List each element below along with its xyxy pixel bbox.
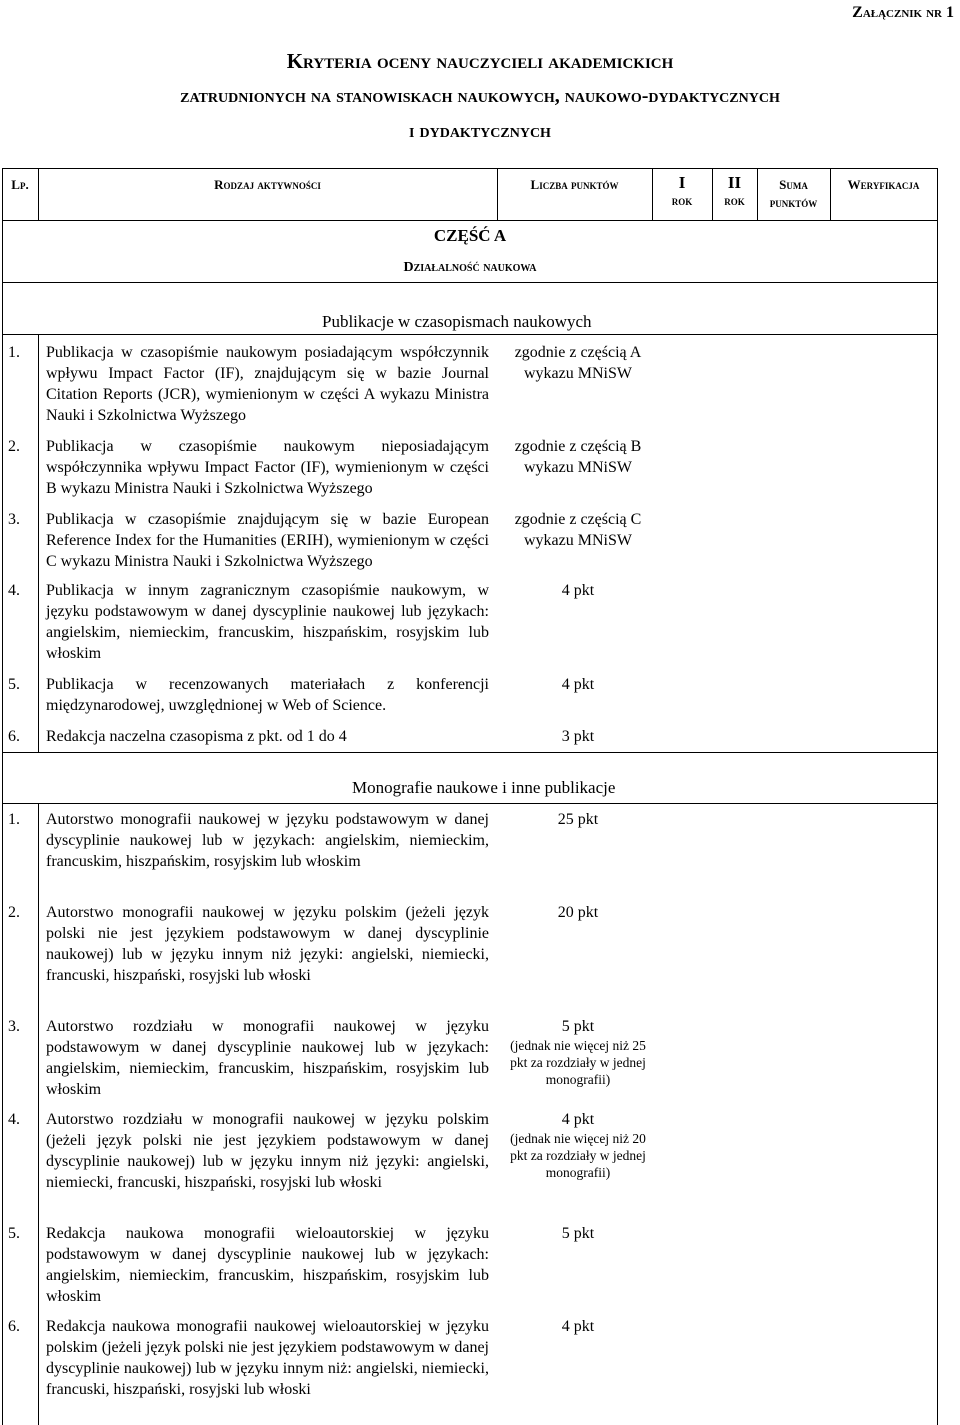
row-points [504, 1016, 652, 1088]
row-points: 20 pkt [557, 904, 599, 921]
header-lp: Lp. [11, 177, 29, 192]
row-number: 4. [8, 1111, 20, 1128]
row-description: Autorstwo rozdziału w monografii naukowej w języku polskim (jeżeli język polski nie jest językiem podstawowym w danej dyscyplinie naukowej) lub w języku innym niż języki: angielski, niemiecki, francuski, hiszpański, rosyjski lub włoski [46, 1111, 489, 1191]
header-year1-bottom: rok [671, 193, 693, 208]
row-number: 2. [8, 904, 20, 921]
document-title [0, 50, 960, 155]
header-sum-bottom: punktów [769, 195, 818, 210]
title-line-2: zatrudnionych na stanowiskach naukowych, naukowo-dydaktycznych [180, 85, 780, 107]
row-points-note: (jednak nie więcej niż 20 pkt za rozdziały w jednej monografii) [510, 1131, 646, 1180]
row-number: 3. [8, 511, 20, 528]
row-points: 3 pkt [561, 728, 595, 745]
row-points-value: 5 pkt [561, 1018, 595, 1035]
appendix-label: Załącznik nr 1 [852, 4, 954, 21]
row-description: Redakcja naukowa monografii wieloautorskiej w języku podstawowym w danej dyscyplinie naukowej lub w językach: angielskim, niemieckim, francuskim, hiszpańskim, rosyjskim lub włoskim [46, 1225, 489, 1305]
header-verification: Weryfikacja [847, 177, 920, 192]
row-points: zgodnie z częścią A wykazu MNiSW [514, 344, 642, 382]
row-points: 4 pkt [561, 1318, 595, 1335]
row-number: 5. [8, 676, 20, 693]
row-points: zgodnie z częścią C wykazu MNiSW [514, 511, 642, 549]
header-year1 [652, 174, 712, 210]
row-points [504, 1109, 652, 1181]
row-number: 2. [8, 438, 20, 455]
part-title: CZĘŚĆ A [433, 226, 507, 245]
row-points-note: (jednak nie więcej niż 25 pkt za rozdziały w jednej monografii) [510, 1038, 646, 1087]
row-description: Publikacja w czasopiśmie naukowym posiadającym współczynnik wpływu Impact Factor (IF), znajdującym się w bazie Journal Citation Reports (JCR), wymienionym w części A wykazu Ministra Nauki i Szkolnictwa Wyższego [46, 344, 489, 424]
row-description: Publikacja w czasopiśmie znajdującym się w bazie European Reference Index for the Humanities (ERIH), wymienionym w części C wykazu Ministra Nauki i Szkolnictwa Wyższego [46, 511, 489, 570]
row-points: 5 pkt [561, 1225, 595, 1242]
header-sum-top: Suma [779, 177, 808, 192]
row-points: 25 pkt [557, 811, 599, 828]
row-description: Autorstwo monografii naukowej w języku polskim (jeżeli język polski nie jest językiem podstawowym w danej dyscyplinie naukowej) lub w języku innym niż języki: angielski, niemiecki, francuski, hiszpański, rosyjski lub włoski [46, 904, 489, 984]
header-year1-top: I [678, 173, 686, 192]
part-subtitle: Działalność naukowa [403, 260, 537, 275]
header-sum [757, 176, 830, 212]
row-points-value: 4 pkt [561, 1111, 595, 1128]
header-year2 [712, 174, 757, 210]
row-description: Publikacja w czasopiśmie naukowym nieposiadającym współczynnika wpływu Impact Factor (IF), wymienionym w części B wykazu Ministra Nauki i Szkolnictwa Wyższego [46, 438, 489, 497]
row-points: 4 pkt [561, 676, 595, 693]
title-line-3: i dydaktycznych [409, 120, 551, 142]
row-number: 1. [8, 344, 20, 361]
title-line-1: Kryteria oceny nauczycieli akademickich [286, 49, 674, 73]
row-description: Publikacja w innym zagranicznym czasopiśmie naukowym, w języku podstawowym w danej dyscyplinie naukowej lub językach: angielskim, niemieckim, francuskim, hiszpańskim, rosyjskim lub włoskim [46, 582, 489, 662]
row-number: 6. [8, 728, 20, 745]
section-1-title-text: Publikacje w czasopismach naukowych [322, 312, 592, 331]
row-number: 1. [8, 811, 20, 828]
header-year2-bottom: rok [724, 193, 745, 208]
section-2-title-text: Monografie naukowe i inne publikacje [352, 778, 616, 797]
row-points: zgodnie z częścią B wykazu MNiSW [514, 438, 642, 476]
row-description: Redakcja naczelna czasopisma z pkt. od 1 do 4 [46, 728, 347, 745]
row-number: 3. [8, 1018, 20, 1035]
row-number: 6. [8, 1318, 20, 1335]
row-description: Autorstwo monografii naukowej w języku podstawowym w danej dyscyplinie naukowej lub w językach: angielskim, niemieckim, francuskim, hiszpańskim, rosyjskim lub włoskim [46, 811, 489, 870]
row-points: 4 pkt [561, 582, 595, 599]
header-activity: Rodzaj aktywności [214, 177, 321, 192]
header-points: Liczba punktów [530, 177, 619, 192]
header-year2-top: II [727, 173, 742, 192]
row-number: 4. [8, 582, 20, 599]
row-description: Autorstwo rozdziału w monografii naukowej w języku podstawowym w danej dyscyplinie naukowej lub w językach: angielskim, niemieckim, francuskim, hiszpańskim, rosyjskim lub włoskim [46, 1018, 489, 1098]
row-number: 5. [8, 1225, 20, 1242]
row-description: Redakcja naukowa monografii naukowej wieloautorskiej w języku polskim (jeżeli język polski nie jest językiem podstawowym w danej dyscyplinie naukowej) lub w języku innym niż: angielski, niemiecki, francuski, hiszpański, rosyjski lub włoski [46, 1318, 489, 1398]
row-description: Publikacja w recenzowanych materiałach z konferencji międzynarodowej, uwzględnionej w Web of Science. [46, 676, 489, 714]
